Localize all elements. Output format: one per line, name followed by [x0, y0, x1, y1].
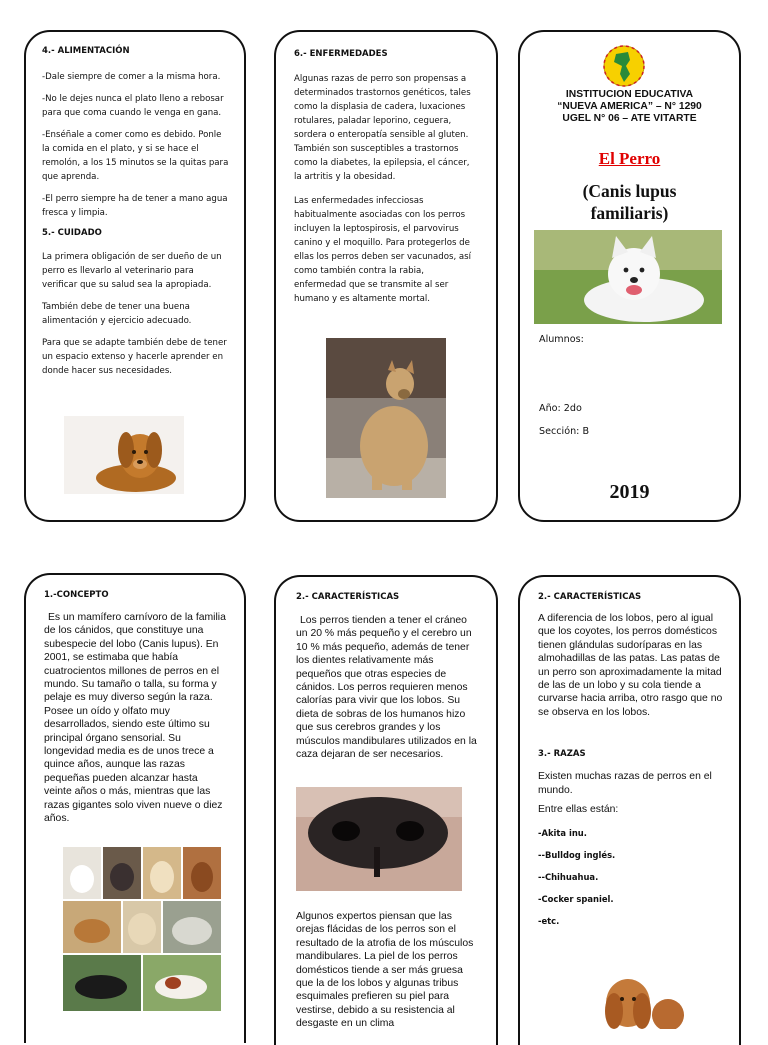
school-name-line-3: UGEL N° 06 – ATE VITARTE	[562, 113, 697, 124]
breed-item: -Akita inu.	[538, 828, 587, 839]
alimentacion-item-4: -El perro siempre ha de tener a mano agua fresca y limpia.	[42, 194, 228, 218]
school-name-line-1: INSTITUCION EDUCATIVA	[565, 89, 694, 100]
panel-portada	[518, 30, 741, 522]
dog-nose-photo	[296, 787, 462, 891]
razas-entre-ellas: Entre ellas están:	[538, 804, 619, 816]
caracteristicas-texto-3: A diferencia de los lobos, pero al igual que los coyotes, los perros domésticos tienen glándulas sudoríparas en las almohadillas de las patas. Las patas de un perro son aproximadamente la mitad de las de un lobo y su cola tiende a curvarse hacia arriba, otro rasgo que no se observa en los lobos.	[538, 613, 723, 718]
razas-intro: Existen muchas razas de perros en el mundo.	[538, 771, 712, 796]
anio-label: Año: 2do	[539, 403, 582, 414]
panel-concepto	[24, 573, 246, 1043]
cocker-spaniel-photo	[584, 969, 704, 1029]
caracteristicas-texto-1: Los perros tienden a tener el cráneo un 20 % más pequeño y el cerebro un 10 % más pequeño, además de tener los dientes relativamente más pequeños que otras especies de cánidos. Los perros requieren menos calorías para vivir que los lobos. Su dieta de sobras de los humanos hizo que sus cerebros grandes y los músculos mandibulares utilizados en la caza dejaran de ser necesarios.	[296, 615, 477, 761]
seccion-label: Sección: B	[539, 426, 590, 437]
brochure-title: El Perro	[598, 149, 661, 168]
section-title-enfermedades: 6.- ENFERMEDADES	[294, 49, 388, 59]
brochure-subtitle: (Canis lupus familiaris)	[582, 181, 677, 223]
section-title-razas: 3.- RAZAS	[538, 749, 586, 760]
breed-item: -etc.	[538, 916, 560, 927]
enfermedades-parrafo-1: Algunas razas de perro son propensas a determinados trastornos genéticos, tales como la displasia de cadera, luxaciones rotulares, paladar leporino, ceguera, sordera o enteropatía sensible al gluten. También son susceptibles a trastornos como la diabetes, la epilepsia, el cáncer, la artritis y la obesidad.	[294, 74, 471, 182]
white-dog-photo	[534, 230, 722, 324]
section-title-caracteristicas-2: 2.- CARACTERÍSTICAS	[538, 592, 642, 602]
cuidado-item-3: Para que se adapte también debe de tener un espacio extenso y hacerle aprender en donde hacer sus necesidades.	[42, 338, 227, 376]
dog-breeds-collage	[63, 847, 221, 1011]
section-title-concepto: 1.-CONCEPTO	[44, 590, 109, 600]
enfermedades-parrafo-2: Las enfermedades infecciosas habitualmente asociadas con los perros incluyen la leptospirosis, el parvovirus canino y el moquillo. Para protegerlos de ellas los perros deben ser vacunados, así como también contra la rabia, enfermedad que se transmite al ser humano y es altamente mortal.	[294, 196, 472, 304]
cuidado-item-2: También debe de tener una buena alimentación y ejercicio adecuado.	[42, 302, 192, 326]
cuidado-item-1: La primera obligación de ser dueño de un perro es llevarlo al veterinario para verificar que su salud sea la apropiada.	[42, 252, 222, 290]
panel-alimentacion-cuidado	[24, 30, 246, 522]
panel-caracteristicas-1	[274, 575, 498, 1045]
golden-retriever-photo	[64, 416, 184, 494]
sitting-dog-photo	[326, 338, 446, 498]
section-title-caracteristicas-1: 2.- CARACTERÍSTICAS	[296, 592, 400, 602]
alimentacion-item-2: -No le dejes nunca el plato lleno a rebosar para que coma cuando le venga en gana.	[42, 94, 224, 118]
year-label: 2019	[609, 481, 650, 503]
section-title-alimentacion: 4.- ALIMENTACIÓN	[42, 46, 130, 56]
breed-item: --Bulldog inglés.	[538, 850, 616, 861]
school-logo	[600, 44, 648, 88]
panel-enfermedades	[274, 30, 498, 522]
section-title-cuidado: 5.- CUIDADO	[42, 228, 102, 238]
panel-caracteristicas-2-razas	[518, 575, 741, 1045]
caracteristicas-texto-2: Algunos expertos piensan que las orejas flácidas de los perros son el resultado de la atrofia de los músculos mandibulares. La piel de los perros domésticos tiende a ser más gruesa que la de los lobos y algunas tribus esquimales prefieren su piel para vestirse, debido a su resistencia al desgaste en un clima	[296, 911, 474, 1030]
breed-item: --Chihuahua.	[538, 872, 599, 883]
alumnos-label: Alumnos:	[539, 334, 584, 345]
concepto-texto: Es un mamífero carnívoro de la familia de los cánidos, que constituye una subespecie del lobo (Canis lupus). En 2001, se estimaba que había cuatrocientos millones de perros en el mundo. Su tamaño o talla, su forma y pelaje es muy diverso según la raza. Posee un oído y olfato muy desarrollados, siendo este último su principal órgano sensorial. Su longevidad media es de unos trece a quince años, aunque las razas pequeñas pueden alcanzar hasta veinte años o más, mientras que las razas gigantes solo viven nueve o diez años.	[44, 612, 226, 825]
school-name-line-2: “NUEVA AMERICA” – N° 1290	[557, 101, 702, 112]
breed-item: -Cocker spaniel.	[538, 894, 614, 905]
alimentacion-item-1: -Dale siempre de comer a la misma hora.	[42, 72, 221, 82]
alimentacion-item-3: -Enséñale a comer como es debido. Ponle la comida en el plato, y si se hace el remolón, a los 15 minutos se la quitas para que aprenda.	[42, 130, 229, 182]
